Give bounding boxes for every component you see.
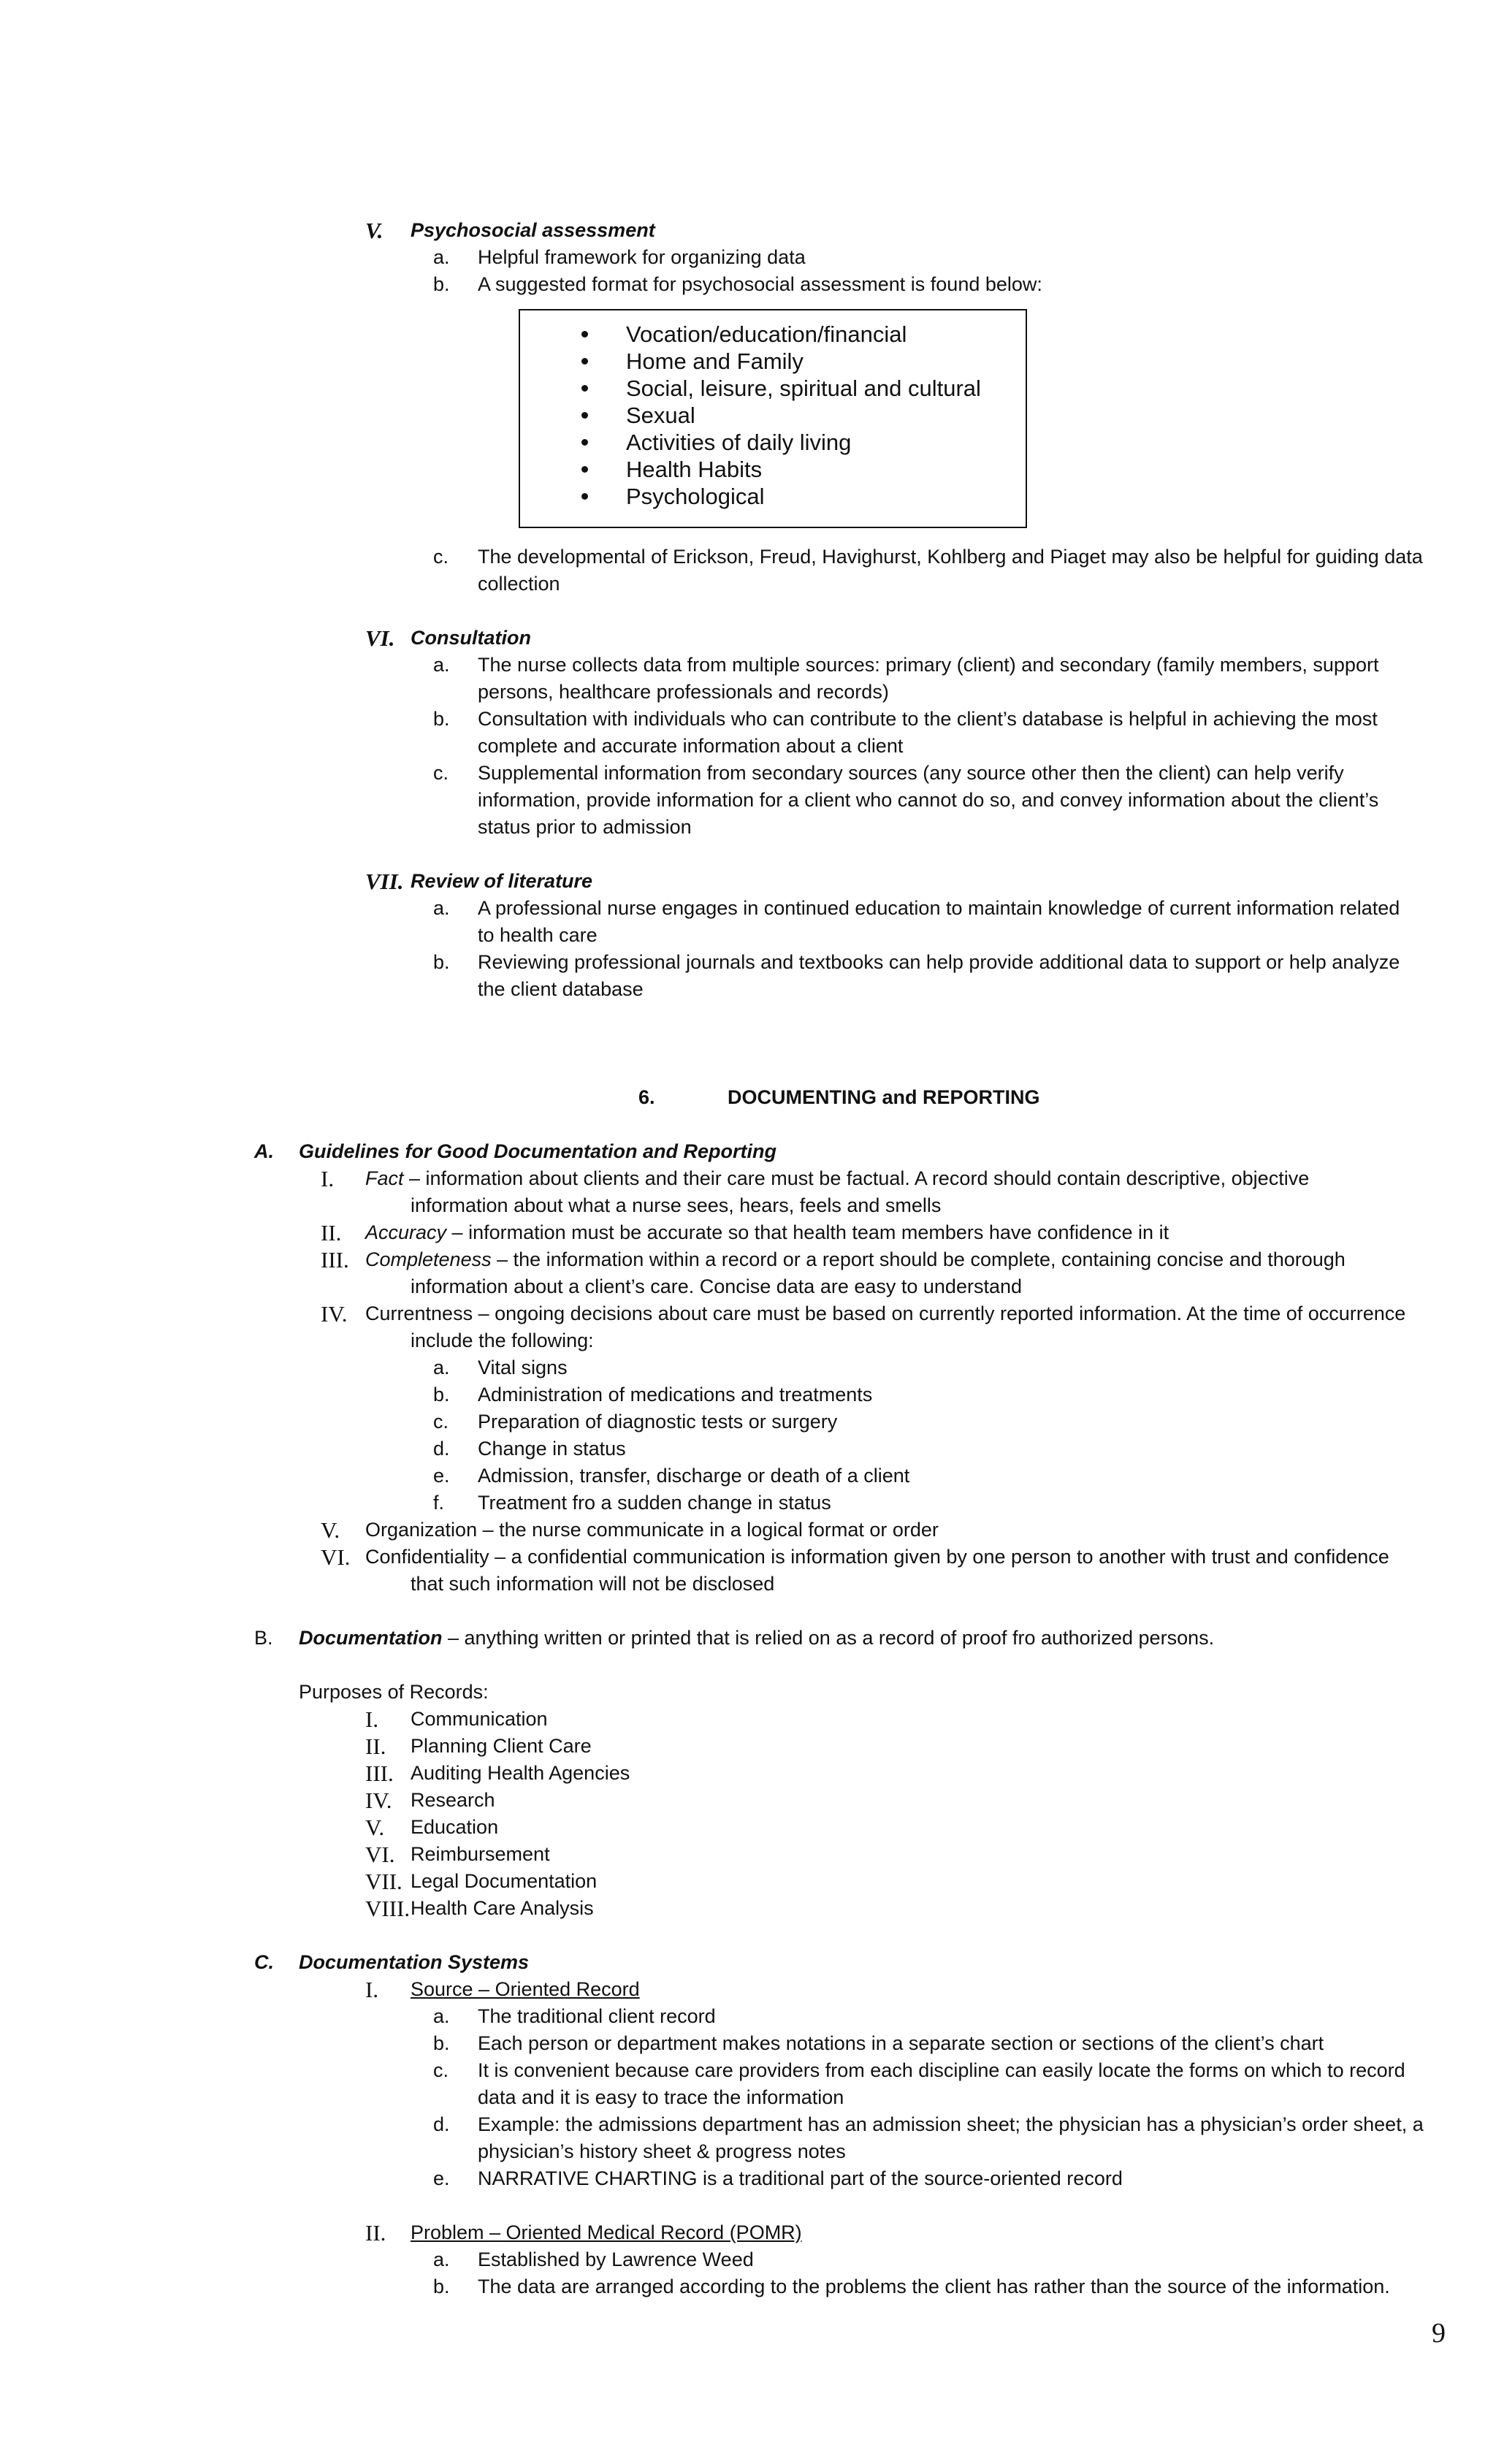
list-item-text: collection	[478, 573, 560, 595]
guideline-text: information about a client’s care. Concise data are easy to understand	[411, 1275, 1022, 1297]
guideline-text: Currentness – ongoing decisions about care must be based on currently reported information. At the time of occurrence	[365, 1302, 1406, 1324]
list-item-text: Auditing Health Agencies	[411, 1762, 630, 1784]
list-letter: b.	[433, 273, 450, 295]
list-item-text: Preparation of diagnostic tests or surgery	[478, 1411, 838, 1433]
section-6-title: DOCUMENTING and REPORTING	[728, 1086, 1040, 1108]
guideline-text: Confidentiality – a confidential communication is information given by one person to another with trust and confidence	[365, 1546, 1389, 1568]
guideline-term: Fact	[365, 1167, 404, 1189]
list-item-text: complete and accurate information about a client	[478, 735, 904, 757]
list-item	[520, 429, 1026, 456]
roman-numeral: V.	[365, 1815, 385, 1840]
roman-numeral: IV.	[365, 1788, 392, 1813]
list-item-text: Example: the admissions department has an admission sheet; the physician has a physician’s order sheet, a	[478, 2113, 1424, 2135]
list-letter: a.	[433, 1357, 450, 1378]
roman-numeral: II.	[365, 2220, 386, 2246]
guideline-completeness	[365, 1246, 1346, 1273]
bullet-icon	[581, 385, 588, 392]
roman-numeral: III.	[365, 1761, 394, 1786]
section-b-definition	[299, 1625, 1214, 1652]
list-letter: e.	[433, 1465, 450, 1487]
list-item-text: A professional nurse engages in continued education to maintain knowledge of current information related	[478, 897, 1400, 919]
section-vi-numeral: VI.	[365, 625, 395, 651]
roman-numeral: IV.	[321, 1301, 348, 1327]
psychosocial-format-box	[519, 309, 1027, 528]
list-letter: e.	[433, 2167, 450, 2189]
purposes-label: Purposes of Records:	[299, 1681, 489, 1703]
guideline-text: include the following:	[411, 1330, 594, 1351]
list-letter: a.	[433, 246, 450, 268]
section-a-title: Guidelines for Good Documentation and Reporting	[299, 1140, 776, 1162]
list-letter: a.	[433, 2005, 450, 2027]
list-letter: f.	[433, 1492, 445, 1514]
list-item-text: Planning Client Care	[411, 1735, 592, 1757]
list-item-text: Activities of daily living	[626, 430, 852, 455]
bullet-icon	[581, 358, 588, 365]
list-item-text: Admission, transfer, discharge or death of a client	[478, 1465, 910, 1487]
list-item-text: Supplemental information from secondary sources (any source other then the client) can help verify	[478, 762, 1344, 784]
list-item-text: Health Care Analysis	[411, 1897, 594, 1919]
roman-numeral: V.	[321, 1517, 340, 1543]
list-letter: d.	[433, 1438, 450, 1460]
list-item	[520, 375, 1026, 402]
list-item-text: Each person or department makes notations in a separate section or sections of the client’s chart	[478, 2032, 1324, 2054]
section-c-letter: C.	[254, 1951, 274, 1973]
bullet-icon	[581, 466, 588, 473]
roman-numeral: III.	[321, 1247, 349, 1273]
list-item	[520, 456, 1026, 483]
list-item-text: Vocation/education/financial	[626, 321, 907, 347]
list-item	[520, 402, 1026, 429]
list-letter: c.	[433, 1411, 449, 1433]
list-item-text: Research	[411, 1789, 495, 1811]
list-item-text: NARRATIVE CHARTING is a traditional part of the source-oriented record	[478, 2167, 1123, 2189]
roman-numeral: VIII.	[365, 1896, 411, 1921]
list-item-text: information, provide information for a client who cannot do so, and convey information about the client’s	[478, 789, 1379, 811]
guideline-text: information about what a nurse sees, hears, feels and smells	[411, 1194, 942, 1216]
guideline-text: that such information will not be disclosed	[411, 1573, 775, 1595]
list-item-text: Reimbursement	[411, 1843, 550, 1865]
guideline-text: – information about clients and their care must be factual. A record should contain descriptive, objective	[403, 1167, 1310, 1189]
guideline-term: Completeness	[365, 1248, 492, 1270]
list-letter: b.	[433, 2276, 450, 2297]
roman-numeral: II.	[321, 1220, 342, 1246]
list-item	[520, 483, 1026, 510]
guideline-accuracy	[365, 1219, 1169, 1246]
list-item-text: Home and Family	[626, 348, 804, 374]
list-letter: b.	[433, 2032, 450, 2054]
list-letter: c.	[433, 762, 449, 784]
list-item-text: Established by Lawrence Weed	[478, 2249, 754, 2270]
section-b-letter: B.	[254, 1627, 273, 1649]
list-item-text: Communication	[411, 1708, 548, 1730]
section-v-title: Psychosocial assessment	[411, 219, 655, 241]
list-item-text: status prior to admission	[478, 816, 692, 838]
list-item-text: Legal Documentation	[411, 1870, 598, 1892]
section-a-letter: A.	[254, 1140, 274, 1162]
list-item-text: Change in status	[478, 1438, 626, 1460]
psychosocial-format-list	[520, 310, 1026, 510]
section-b-text: – anything written or printed that is relied on as a record of proof fro authorized persons.	[442, 1627, 1215, 1649]
section-v-numeral: V.	[365, 218, 383, 243]
source-oriented-record-heading: Source – Oriented Record	[411, 1978, 640, 2000]
list-item-text: data and it is easy to trace the information	[478, 2086, 844, 2108]
guideline-term: Accuracy	[365, 1221, 447, 1243]
list-item-text: Administration of medications and treatments	[478, 1384, 873, 1405]
list-letter: a.	[433, 897, 450, 919]
roman-numeral: VI.	[365, 1842, 395, 1867]
section-c-title: Documentation Systems	[299, 1951, 530, 1973]
list-item-text: Reviewing professional journals and textbooks can help provide additional data to support or help analyze	[478, 951, 1400, 973]
list-item-text: Helpful framework for organizing data	[478, 246, 806, 268]
page-number: 9	[1432, 2318, 1446, 2349]
list-item	[520, 348, 1026, 375]
list-item-text: Psychological	[626, 484, 765, 509]
list-item-text: The developmental of Erickson, Freud, Havighurst, Kohlberg and Piaget may also be helpful for guiding data	[478, 546, 1423, 568]
pomr-heading: Problem – Oriented Medical Record (POMR)	[411, 2221, 802, 2243]
list-letter: b.	[433, 1384, 450, 1405]
list-item-text: Education	[411, 1816, 499, 1838]
bullet-icon	[581, 331, 588, 337]
list-item	[520, 321, 1026, 348]
list-letter: c.	[433, 546, 449, 568]
list-item-text: Social, leisure, spiritual and cultural	[626, 375, 981, 401]
list-letter: c.	[433, 2059, 449, 2081]
guideline-text: Organization – the nurse communicate in a logical format or order	[365, 1519, 939, 1541]
list-item-text: The traditional client record	[478, 2005, 716, 2027]
roman-numeral: VI.	[321, 1544, 351, 1570]
list-letter: b.	[433, 951, 450, 973]
roman-numeral: II.	[365, 1733, 386, 1759]
roman-numeral: VII.	[365, 1869, 402, 1894]
guideline-text: – the information within a record or a report should be complete, containing concise and thorough	[491, 1248, 1346, 1270]
section-vii-numeral: VII.	[365, 869, 404, 894]
roman-numeral: I.	[365, 1706, 379, 1732]
list-item-text: The nurse collects data from multiple sources: primary (client) and secondary (family members, support	[478, 654, 1379, 676]
list-item-text: Treatment fro a sudden change in status	[478, 1492, 831, 1514]
list-item-text: The data are arranged according to the problems the client has rather than the source of the information.	[478, 2276, 1390, 2297]
list-item-text: Vital signs	[478, 1357, 568, 1378]
list-item-text: to health care	[478, 924, 598, 946]
list-letter: a.	[433, 2249, 450, 2270]
list-letter: b.	[433, 708, 450, 730]
list-item-text: Consultation with individuals who can contribute to the client’s database is helpful in achieving the most	[478, 708, 1378, 730]
list-item-text: A suggested format for psychosocial assessment is found below:	[478, 273, 1042, 295]
list-item-text: Health Habits	[626, 457, 763, 482]
section-vii-title: Review of literature	[411, 870, 593, 892]
list-item-text: Sexual	[626, 403, 695, 428]
list-item-text: the client database	[478, 978, 644, 1000]
roman-numeral: I.	[321, 1166, 335, 1191]
list-letter: a.	[433, 654, 450, 676]
list-item-text: persons, healthcare professionals and records)	[478, 681, 889, 703]
section-vi-title: Consultation	[411, 627, 531, 649]
guideline-fact	[365, 1165, 1309, 1192]
roman-numeral: I.	[365, 1977, 379, 2002]
section-b-term: Documentation	[299, 1627, 443, 1649]
bullet-icon	[581, 493, 588, 500]
guideline-text: – information must be accurate so that health team members have confidence in it	[446, 1221, 1169, 1243]
bullet-icon	[581, 412, 588, 419]
section-6-number: 6.	[638, 1086, 655, 1108]
bullet-icon	[581, 439, 588, 446]
list-item-text: It is convenient because care providers from each discipline can easily locate the forms on which to record	[478, 2059, 1405, 2081]
list-letter: d.	[433, 2113, 450, 2135]
list-item-text: physician’s history sheet & progress notes	[478, 2140, 846, 2162]
